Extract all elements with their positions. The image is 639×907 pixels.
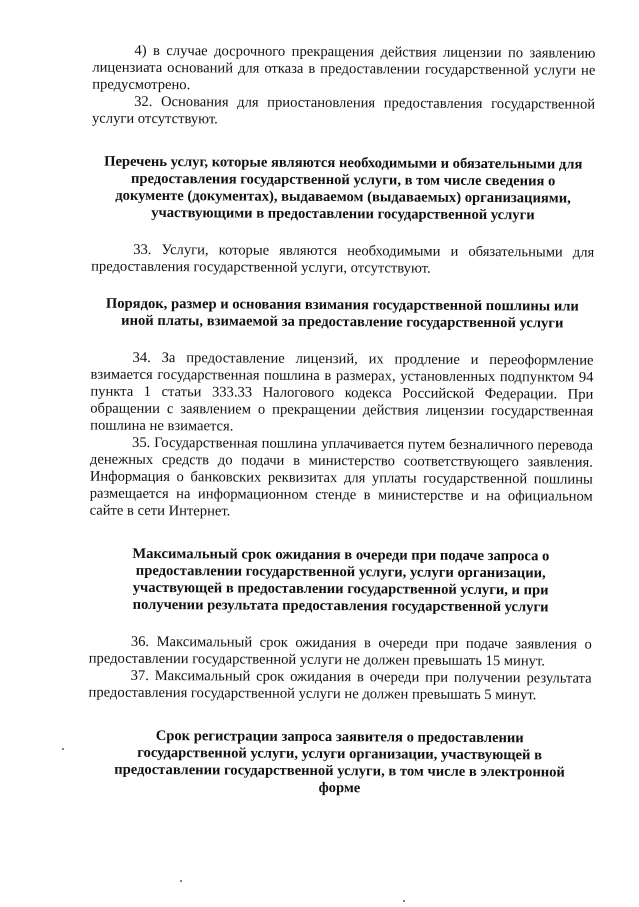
scan-speck [180,880,182,882]
paragraph-36: 36. Максимальный срок ожидания в очереди при подаче заявления о предоставлении государственной услуги не должен превышать 15 минут. [88,633,592,670]
paragraph-34: 34. За предоставление лицензий, их продление и переоформление взимается государственная пошлина в размерах, установленных подпунктом 94 пункта 1 статьи 333.33 Налогового кодекса Российской Федерации. При обращении с заявлением о прекращении действия лицензии государственная пошлина не взимается. [90,349,594,435]
heading-state-fee: Порядок, размер и основания взимания государственной пошлины или иной платы, взимаемой за предоставление государственной услуги [105,295,579,332]
heading-required-services: Перечень услуг, которые являются необходимыми и обязательными для предоставления государственной услуги, в том числе сведения о документе (документах), выдаваемом (выдаваемых) организациями, участвующими в предоставлении государственной услуги [104,153,583,224]
paragraph-35: 35. Государственная пошлина уплачивается путем безналичного перевода денежных средств до подачи в министерство соответствующего заявления. Информация о банковских реквизитах для уплаты государственной пошлины размещается на информационном стенде в министерстве и на официальном сайте в сети Интернет. [89,434,594,520]
scan-speck [62,748,64,750]
paragraph-33: 33. Услуги, которые являются необходимыми и обязательными для предоставления государственной услуги, отсутствуют. [91,241,595,277]
paragraph-37: 37. Максимальный срок ожидания в очереди при получении результата предоставления государственной услуги не должен превышать 5 минут. [88,667,592,704]
paragraph-32: 32. Основания для приостановления предоставления государственной услуги отсутствуют. [91,93,596,128]
heading-registration-time: Срок регистрации запроса заявителя о предоставлении государственной услуги, услуги организации, участвующей в предоставлении государственной услуги, в том числе в электронной форме [114,728,565,797]
heading-queue-time: Максимальный срок ожидания в очереди при подаче запроса о предоставлении государственной услуги, услуги организации, участвующей в предоставлении государственной услуги, и при получении результата предоставления государственной услуги [132,545,550,616]
paragraph-4: 4) в случае досрочного прекращения действия лицензии по заявлению лицензиата оснований для отказа в предоставлении государственной услуги не предусмотрено. [92,42,596,94]
scan-speck [403,900,405,902]
